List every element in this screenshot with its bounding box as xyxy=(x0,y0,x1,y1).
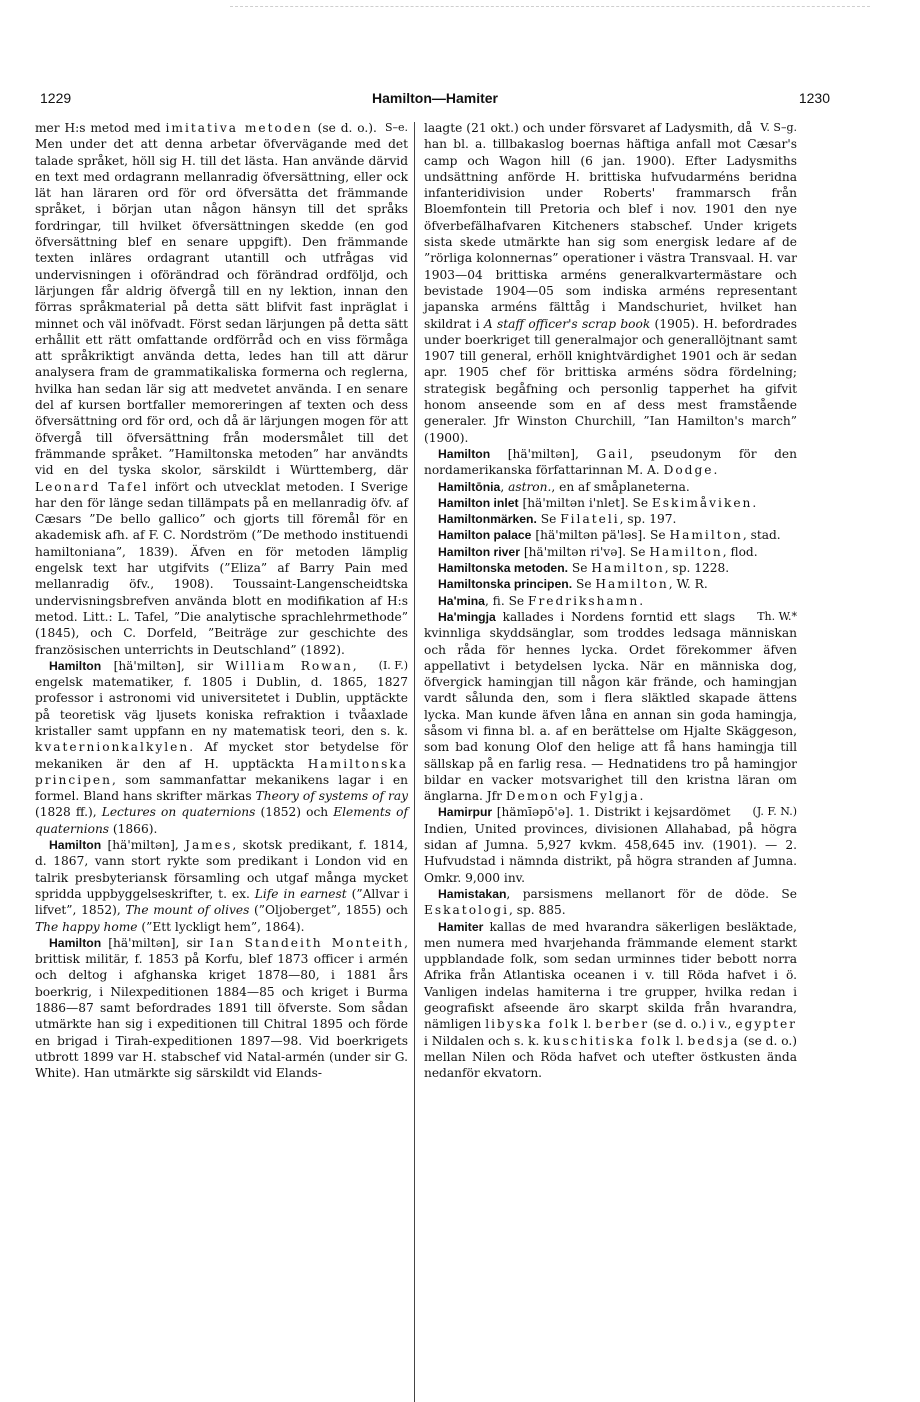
spaced-term: Ian Standeith Monteith xyxy=(209,935,405,950)
spaced-term: bedsja xyxy=(687,1033,740,1048)
spaced-term: Fylgja xyxy=(589,789,640,804)
headword: Hamilton xyxy=(49,658,102,673)
spaced-term: Filateli xyxy=(560,512,620,527)
italic-title: Elements of quaternions xyxy=(35,805,409,836)
entry-hamina: Ha'mina, fi. Se Fredrikshamn. xyxy=(438,593,644,608)
spaced-term: libyska folk xyxy=(485,1017,580,1032)
entry-hamilton-james: Hamilton [hä'miltən], James, skotsk predikant, f. 1814, d. 1867, vann stort rykte som predikant i London vid en talrik presbyteriansk församling och utgaf många mycket spridda uppbyggelseskrifter, t. ex. Life in earnest (”Allvar i lifvet”, 1852), The mount of olives (”Oljoberget”, 1855) och The happy home (”Ett lyckligt hem”, 1864). xyxy=(35,838,408,934)
spaced-term: Demon xyxy=(505,789,560,804)
spaced-term: Hamilton xyxy=(591,561,665,576)
entry-hamilton-ian: Hamilton [hä'miltən], sir Ian Standeith Monteith, brittisk militär, f. 1853 på Korfu, blef 1873 officer i armén och deltog i afghanska kriget 1878—80, i 1881 års boerkrig, i Nilexpeditionen 1884—85 och kriget i Burma 1886—87 samt befordrades 1891 till öfverste. Som sådan utmärkte han sig i expeditionen till Chitral 1895 och förde en brigad i Tirah-expeditionen 1897—98. Vid boerkrigets utbrott 1899 var H. stabschef vid Natal-armén (under sir G. White). Han utmärkte sig särskildt vid Elands- xyxy=(35,935,408,1081)
headword: Hamiltonska principen. xyxy=(438,577,573,592)
italic-title: Life in earnest xyxy=(254,886,347,901)
headword: Hamistakan xyxy=(438,886,507,901)
author-signature: (I. F.) xyxy=(378,658,408,672)
spaced-term: Hamiltonska principen xyxy=(35,756,408,787)
entry-hamingja: Th. W.* Ha'mingja kallades i Nordens forntid ett slags kvinnliga skyddsänglar, som troddes ledsaga människan och råda för hennes lycka. Ordet förekommer äfven appellativt i betydelsen lycka. När en människa dog, öfvergick hamingjan till någon kär frände, och hamingjan vardt sålunda den, som i flera släktled skapade ättens lycka. Man kunde äfven låna en annan sin goda hamingja, såsom vi finna bl. a. af en berättelse om Hjalte Skäggeson, som bad konung Olof den helige att få hans hamingja till sällskap på en farlig resa. — Hednatidens tro på hamingjor bildar en vacker motsvarighet till den kristna läran om änglarna. Jfr Demon och Fylgja. xyxy=(424,609,797,804)
spaced-term: kuschitiska folk xyxy=(543,1033,672,1048)
entry-hamilton-inlet: Hamilton inlet [hä'miltən i'nlet]. Se Eskimåviken. xyxy=(438,495,757,510)
headword: Hamilton inlet xyxy=(438,495,519,510)
entry-hamiltonmarken: Hamiltonmärken. Se Filateli, sp. 197. xyxy=(438,512,677,527)
spaced-term: kvaternionkalkylen xyxy=(35,740,190,755)
spaced-term: Fredrikshamn xyxy=(528,593,640,608)
headword: Hamiltōnia xyxy=(438,479,501,494)
author-signature: Th. W.* xyxy=(757,609,797,623)
spaced-term: berber xyxy=(595,1017,650,1032)
right-column xyxy=(424,120,797,1082)
headword: Hamilton palace xyxy=(438,528,532,543)
headword: Ha'mina xyxy=(438,593,485,608)
italic-title: astron. xyxy=(508,479,552,494)
headword: Hamiltonska metoden. xyxy=(438,561,569,576)
spaced-term: egypter xyxy=(735,1017,797,1032)
italic-title: The mount of olives xyxy=(125,903,250,918)
spaced-term: William Rowan xyxy=(225,658,353,673)
spaced-term: imitativa metoden xyxy=(165,121,313,135)
entry-hamilton-william-rowan: (I. F.) Hamilton [hä'miltən], sir William Rowan, engelsk matematiker, f. 1805 i Dublin, d. 1865, 1827 professor i astronomi vid universitetet i Dublin, upptäckte på teoretisk väg ljusets koniska refraktion i tvåaxlade kristaller samt uppfann en ny matematisk teori, den s. k. kvaternionkalkylen. Af mycket stor betydelse för mekaniken är den af H. upptäckta Hamiltonska principen, som sammanfattar mekanikens lagar i en formel. Bland hans skrifter märkas Theory of systems of ray (1828 ff.), Lectures on quaternions (1852) och Elements of quaternions (1866). xyxy=(35,658,409,836)
top-rule xyxy=(230,6,870,7)
entry-hamistakan: Hamistakan, parsismens mellanort för de döde. Se Eskatologi, sp. 885. xyxy=(424,886,797,918)
page-number-left: 1229 xyxy=(40,90,72,106)
spaced-term: Dodge xyxy=(663,463,714,478)
spaced-term: Hamilton xyxy=(669,528,743,543)
author-signature: V. S–g. xyxy=(760,121,797,134)
headword: Hamilton xyxy=(49,838,102,853)
author-signature: (J. F. N.) xyxy=(752,805,797,819)
entry-hamilton-gail: Hamilton [hä'miltən], Gail, pseudonym för den nordamerikanska författarinnan M. A. Dodge. xyxy=(424,446,797,478)
italic-title: The happy home xyxy=(35,919,138,934)
entry-hamirpur: (J. F. N.) Hamirpur [hämīəpō'ə]. 1. Distrikt i kejsardömet Indien, United provinces, divisionen Allahabad, på högra sidan af Jumna. 5,927 kvkm. 458,645 inv. (1901). — 2. Hufvudstad i nämnda distrikt, på högra stranden af Jumna. Omkr. 9,000 inv. xyxy=(424,805,797,885)
entry-paragraph: V. S–g. laagte (21 okt.) och under försvaret af Ladysmith, då han bl. a. tillbakaslog boernas häftiga anfall mot Cæsar's camp och Wagon hill (6 jan. 1900). Efter Ladysmiths undsättning anförde H. brittiska hufvudarméns beridna infanteridivision under Roberts' frammarsch från Bloemfontein till Pretoria och blef i nov. 1901 den nye öfverbefälhafvaren Kitcheners stabschef. Under krigets sista skede utmärkte han sig som energisk ledare af de ”rörliga kolonnernas” operationer i västra Transvaal. H. var 1903—04 brittiska arméns generalkvartermästare och bevistade 1904—05 som indiska arméns representant japanska arméns fälttåg i Mandschuriet, hvilket han skildrat i A staff officer's scrap book (1905). H. befordrades under boerkriget till generalmajor och generallöjtnant samt 1907 till general, erhöll knightvärdighet 1901 och är sedan apr. 1905 chef för brittiska arméns södra fördelning; strategisk begåfning och personlig tapperhet ha gifvit honom anseende som en af dess mest framstående generaler. Jfr Winston Churchill, ”Ian Hamilton's march” (1900). xyxy=(424,121,797,445)
entry-hamiter: Hamiter kallas de med hvarandra säkerligen besläktade, men numera med hvarjehanda främmande element starkt uppblandade folk, som sedan urminnes tider bebott norra Afrika från Atlantiska oceanen i v. till Röda hafvet i ö. Vanligen indelas hamiterna i tre grupper, hvilka redan i geografiskt afseende äro skarpt skilda från hvarandra, nämligen libyska folk l. berber (se d. o.) i v., egypter i Nildalen och s. k. kuschitiska folk l. bedsja (se d. o.) mellan Nilen och Röda hafvet och utefter östkusten ända nedanför ekvatorn. xyxy=(424,919,797,1081)
author-signature: S–e. xyxy=(384,121,408,134)
headword: Hamirpur xyxy=(438,805,493,820)
page-header xyxy=(40,90,830,110)
spaced-term: Eskimåviken xyxy=(651,495,753,510)
headword: Ha'mingja xyxy=(438,609,496,624)
page-title: Hamilton—Hamiter xyxy=(371,90,499,106)
italic-title: Theory of systems of ray xyxy=(255,789,408,804)
spaced-term: Eskatologi xyxy=(424,903,509,918)
spaced-term: James xyxy=(185,838,233,853)
spaced-term: Leonard Tafel xyxy=(35,479,149,494)
spaced-term: Gail xyxy=(596,446,630,461)
entry-hamilton-river: Hamilton river [hä'miltən ri'və]. Se Hamilton, flod. xyxy=(438,544,758,559)
headword: Hamilton xyxy=(438,446,491,461)
page-number-right: 1230 xyxy=(798,90,830,106)
headword: Hamilton xyxy=(49,935,102,950)
italic-title: A staff officer's scrap book xyxy=(483,316,651,331)
entry-hamiltonska-principen: Hamiltonska principen. Se Hamilton, W. R. xyxy=(438,577,708,592)
italic-title: Lectures on quaternions xyxy=(101,805,256,820)
entry-hamiltonia: Hamiltōnia, astron., en af småplaneterna. xyxy=(438,479,690,494)
entry-hamiltonska-metoden: Hamiltonska metoden. Se Hamilton, sp. 1228. xyxy=(438,561,730,576)
spaced-term: Hamilton xyxy=(649,544,723,559)
spaced-term: Hamilton xyxy=(595,577,669,592)
entry-hamilton-palace: Hamilton palace [hä'miltən pä'ləs]. Se Hamilton, stad. xyxy=(438,528,781,543)
column-divider xyxy=(414,122,415,1402)
headword: Hamiter xyxy=(438,919,484,934)
left-column xyxy=(35,120,408,1082)
headword: Hamilton river xyxy=(438,544,520,559)
entry-paragraph: S–e. mer H:s metod med imitativa metoden (se d. o.). Men under det att denna arbetar öfvervägande med det talade språket, höll sig H. till det lästa. Han använde därvid en text med ordagrann mellanradig öfversättning, eller ock lät han läraren ord för ord öfversätta det främmande språket, i början utan någon hänsyn till det språks fordringar, till hvilket öfversättningen skedde (en god öfversättning blef en senare uppgift). Den främmande texten inläres ordagrant utantill och utfrågas vid undervisningen i oförändrad och förändrad ordföljd, och lärjungen får aldrig öfvergå till en ny lektion, innan den förras språkmaterial på detta sätt blifvit fast inpräglat i minnet och väl inöfvadt. Först sedan lärjungen på detta sätt erhållit ett rätt omfattande ordförråd och en viss förmåga att språkriktigt använda detta, ledes han till att därur analysera fram de grammatikaliska formerna och reglerna, hvilka han sedan lär sig att medvetet använda. I en senare del af kursen bortfaller memoreringen af texten och dess öfversättning ord för ord, och då är lärjungen mogen för att öfvergå till öfversättning från modersmålet till det främmande språket. ”Hamiltonska metoden” har användts vid en del tyska skolor, särskildt i Württemberg, där Leonard Tafel infört och utvecklat metoden. I Sverige har den för länge sedan tillämpats på en mellanradig öfv. af Cæsars ”De bello gallico” och gjorts till föremål för en akademisk afh. af F. C. Nordström (”De methodo instituendi hamiltoniana”, 1839). Äfven en för metoden lämplig engelsk text har utgifvits (”Eliza” af Barry Pain med mellanradig öfv., 1908). Toussaint-Langenscheidtska undervisningsbrefven använda blott en modifikation af H:s metod. Litt.: L. Tafel, ”Die analytische sprachlehrmethode” (1845), och C. Dorfeld, ”Beiträge zur geschichte des französischen unterrichts in Deutschland” (1892). xyxy=(35,121,408,657)
headword: Hamiltonmärken. xyxy=(438,512,537,527)
